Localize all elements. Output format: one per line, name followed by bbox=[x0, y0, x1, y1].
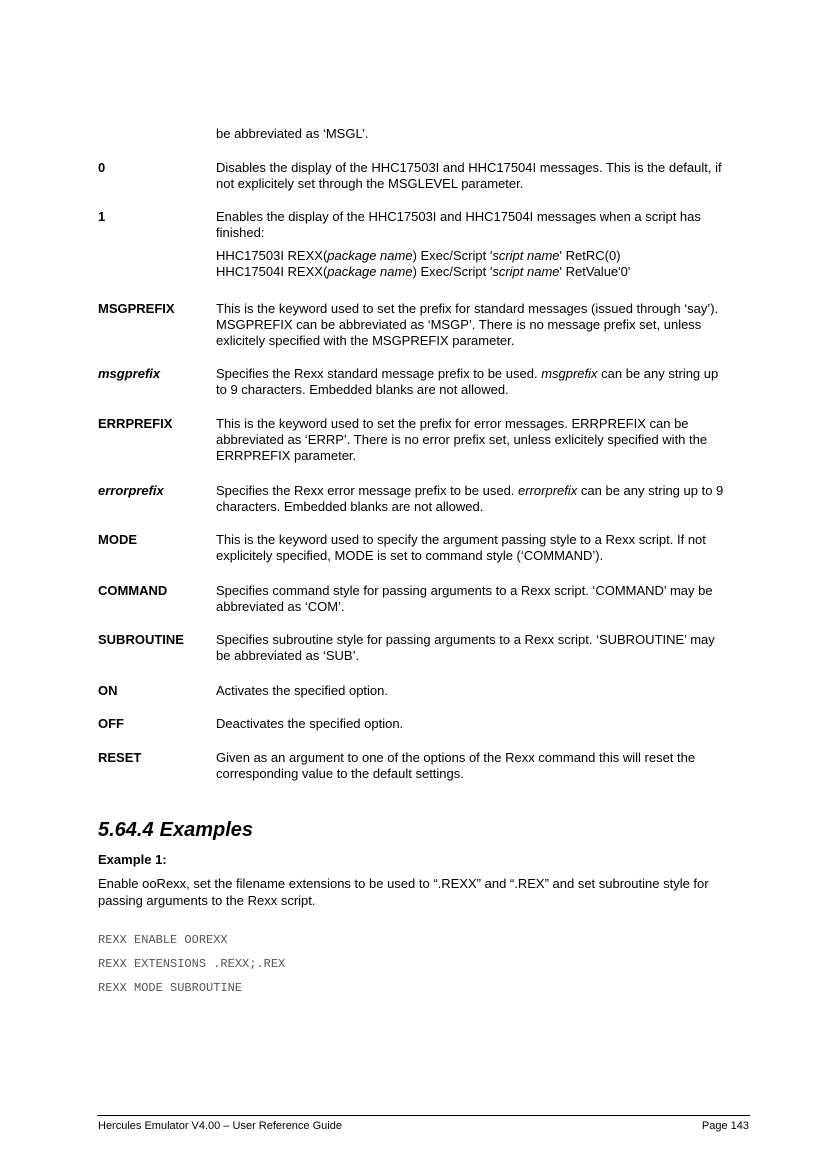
definition-row bbox=[98, 301, 731, 349]
definition-term: MSGPREFIX bbox=[98, 301, 175, 316]
definition-term: msgprefix bbox=[98, 366, 161, 381]
definition-text: Specifies command style for passing arguments to a Rexx script. ‘COMMAND’ may be abbreviated as ‘COM’. bbox=[216, 583, 713, 614]
intro-text: be abbreviated as ‘MSGL’. bbox=[216, 126, 369, 141]
definition-text: Deactivates the specified option. bbox=[216, 716, 404, 731]
definition-term: RESET bbox=[98, 750, 142, 765]
section-title: Examples bbox=[159, 819, 253, 841]
definition-row bbox=[98, 416, 731, 464]
definition-row bbox=[98, 583, 731, 615]
definition-row bbox=[98, 483, 731, 515]
definition-term: SUBROUTINE bbox=[98, 632, 184, 647]
definition-text: Disables the display of the HHC17503I and HHC17504I messages. This is the default, if not explicitely set through the MSGLEVEL parameter. bbox=[216, 160, 722, 191]
definition-row bbox=[98, 366, 731, 398]
definition-term: MODE bbox=[98, 532, 137, 547]
definition-row bbox=[98, 209, 731, 280]
definition-term: COMMAND bbox=[98, 583, 168, 598]
code-line: REXX EXTENSIONS .REXX;.REX bbox=[98, 957, 286, 971]
definition-row bbox=[98, 716, 731, 732]
page-number: Page 143 bbox=[701, 1120, 749, 1132]
definition-row bbox=[98, 683, 731, 699]
definition-text: This is the keyword used to specify the argument passing style to a Rexx script. If not explicitely specified, MODE is set to command style (‘COMMAND’). bbox=[216, 532, 706, 563]
section-number: 5.64.4 bbox=[98, 819, 154, 841]
definition-text: Activates the specified option. bbox=[216, 683, 388, 698]
definition-row bbox=[98, 160, 731, 192]
code-line: REXX ENABLE OOREXX bbox=[98, 933, 228, 947]
code-line: REXX MODE SUBROUTINE bbox=[98, 981, 243, 995]
definition-term: errorprefix bbox=[98, 483, 164, 498]
definition-text: This is the keyword used to set the prefix for error messages. ERRPREFIX can be abbreviated as ‘ERRP’. There is no error prefix set, unless exlicitely specified with the ERRPREFIX parameter. bbox=[216, 416, 708, 463]
definition-text: Given as an argument to one of the options of the Rexx command this will reset the corresponding value to the default settings. bbox=[216, 750, 696, 781]
definition-row bbox=[98, 750, 731, 782]
definition-row bbox=[98, 632, 731, 664]
definition-term: 0 bbox=[98, 160, 106, 175]
section-heading bbox=[98, 819, 253, 842]
definition-term: ERRPREFIX bbox=[98, 416, 173, 431]
definition-text: This is the keyword used to set the prefix for standard messages (issued through ‘say’). MSGPREFIX can be abbreviated as ‘MSGP’. There is no message prefix set, unless exlicitely specified with the MSGPREFIX parameter. bbox=[216, 301, 719, 348]
definition-text: Enables the display of the HHC17503I and HHC17504I messages when a script has finished: bbox=[216, 209, 701, 240]
message-sample-1: HHC17503I REXX(package name) Exec/Script 'script name' RetRC(0) bbox=[216, 248, 621, 263]
message-sample-2: HHC17504I REXX(package name) Exec/Script 'script name' RetValue'0' bbox=[216, 264, 631, 279]
definition-text: Specifies the Rexx error message prefix to be used. errorprefix can be any string up to 9 characters. Embedded blanks are not allowed. bbox=[216, 483, 724, 514]
example-description: Enable ooRexx, set the filename extensions to be used to “.REXX” and “.REX” and set subroutine style for passing arguments to the Rexx script. bbox=[98, 876, 709, 908]
footer-divider bbox=[97, 1115, 750, 1116]
definition-text: Specifies the Rexx standard message prefix to be used. msgprefix can be any string up to 9 characters. Embedded blanks are not allowed. bbox=[216, 366, 719, 397]
definition-term: 1 bbox=[98, 209, 106, 224]
definition-row bbox=[98, 532, 731, 564]
definition-text: Specifies subroutine style for passing arguments to a Rexx script. ‘SUBROUTINE’ may be abbreviated as ‘SUB’. bbox=[216, 632, 715, 663]
code-block bbox=[98, 933, 285, 1005]
definition-term: ON bbox=[98, 683, 118, 698]
example-label: Example 1: bbox=[98, 852, 167, 867]
footer-title: Hercules Emulator V4.00 – User Reference Guide bbox=[98, 1120, 342, 1132]
definition-term: OFF bbox=[98, 716, 124, 731]
